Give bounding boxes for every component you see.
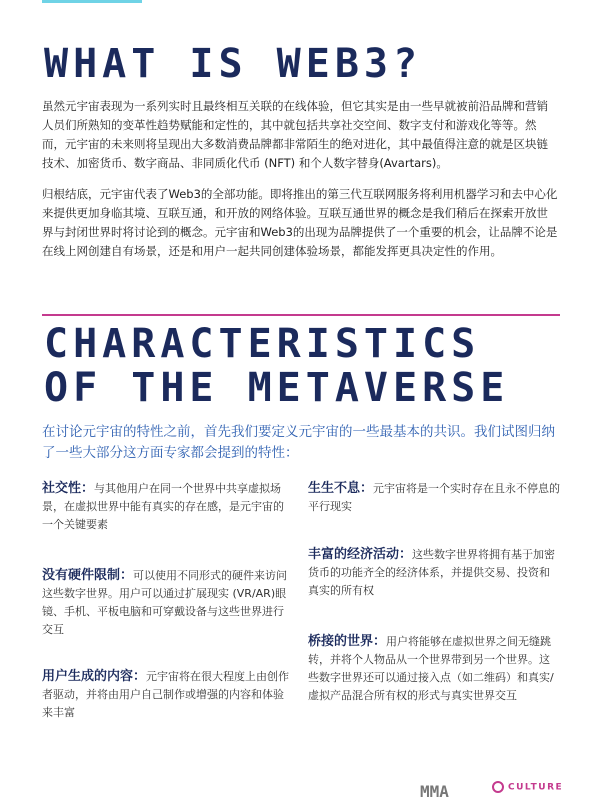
feature-bridged-worlds [308, 633, 560, 705]
section-title-line-1: CHARACTERISTICS [44, 321, 481, 367]
culture-logo-icon [492, 781, 504, 793]
top-accent-line [42, 0, 142, 3]
feature-persistent [308, 480, 560, 516]
web3-paragraph-1: 虽然元宇宙表现为一系列实时且最终相互关联的在线体验，但它其实是由一些早就被前沿品牌和营销人员们所熟知的变革性趋势赋能和定性的，其中就包括共享社交空间、数字支付和游戏化等等。然而，元宇宙的未来则将呈现出大多数消费品牌都非常陌生的绝对进化，其中最值得注意的就是区块链技术、加密货币、数字商品、非同质化代币 (NFT) 和个人数字替身(Avartars)。 [42, 99, 548, 170]
culture-logo-text: CULTURE [508, 782, 564, 793]
feature-desc: 这些数字世界将拥有基于加密货币的功能齐全的经济体系，并提供交易、投资和真实的所有权 [308, 548, 556, 597]
feature-term: 桥接的世界： [308, 634, 387, 649]
feature-social [42, 480, 294, 534]
feature-desc: 可以使用不同形式的硬件来访问这些数字世界。用户可以通过扩展现实 (VR/AR)眼镜、手机、平板电脑和可穿戴设备与这些世界进行交互 [42, 569, 288, 636]
culture-logo [492, 781, 563, 793]
feature-desc: 元宇宙将是一个实时存在且永不停息的平行现实 [308, 482, 561, 513]
feature-term: 没有硬件限制： [42, 568, 134, 583]
feature-no-hardware-limit [42, 567, 294, 639]
feature-term: 丰富的经济活动： [308, 547, 413, 562]
feature-term: 用户生成的内容： [42, 669, 147, 684]
feature-user-generated-content [42, 668, 294, 722]
mma-logo: MMA [420, 782, 449, 801]
section-title-metaverse [44, 322, 509, 410]
feature-term: 社交性： [42, 481, 95, 496]
feature-term: 生生不息： [308, 481, 374, 496]
web3-paragraph-2: 归根结底，元宇宙代表了Web3的全部功能。即将推出的第三代互联网服务将利用机器学习和去中心化来提供更加身临其境、互联互通，和开放的网络体验。互联互通世界的概念是我们稍后在探索开放世界与封闭世界时将讨论到的概念。元宇宙和Web3的出现为品牌提供了一个重要的机会，让品牌不论是在线上网创建自有场景，还是和用户一起共同创建体验场景，都能发挥更具决定性的作用。 [42, 187, 558, 258]
section-title-web3: WHAT IS WEB3? [44, 41, 423, 87]
section-divider [42, 314, 560, 316]
feature-desc: 元宇宙将在很大程度上由创作者驱动，并将由用户自己制作或增强的内容和体验来丰富 [42, 670, 290, 719]
feature-desc: 用户将能够在虚拟世界之间无缝跳转，并将个人物品从一个世界带到另一个世界。这些数字世界还可以通过接入点（如二维码）和真实/虚拟产品混合所有权的形式与真实世界交互 [308, 635, 554, 702]
feature-economy [308, 546, 560, 600]
characteristics-intro: 在讨论元宇宙的特性之前，首先我们要定义元宇宙的一些最基本的共识。我们试图归纳了一些大部分这方面专家都会提到的特性： [42, 424, 555, 461]
section-title-line-2: OF THE METAVERSE [44, 365, 510, 411]
feature-desc: 与其他用户在同一个世界中共享虚拟场景，在虚拟世界中能有真实的存在感，是元宇宙的一个关键要素 [42, 482, 284, 531]
